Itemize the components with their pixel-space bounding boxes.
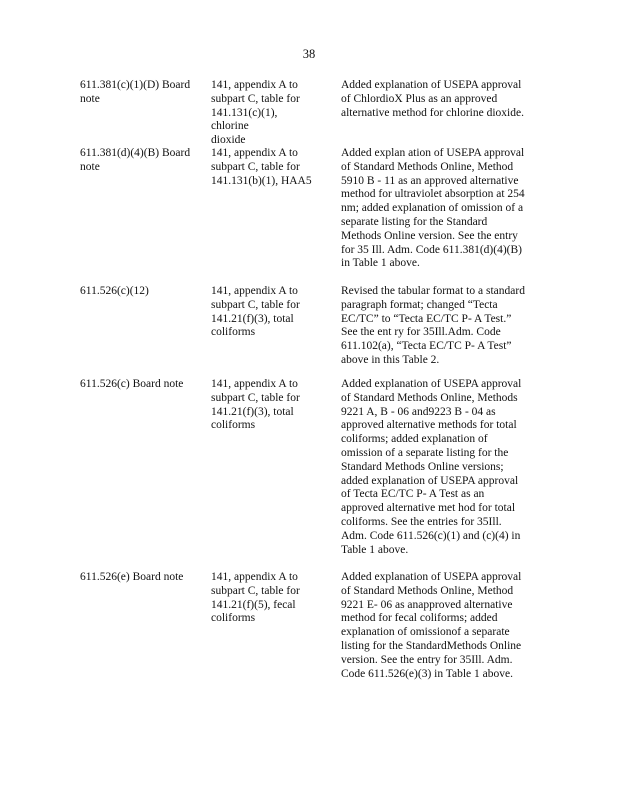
revision-explanation: Added explanation of USEPA approval of Standard Methods Online, Methods 9221 A, B - 06 and9223 B - 04 as approved alternative methods for total coliforms; added explanation of omission of a separate listing for the Standard Methods Online versions; added explanation of USEPA approval of Tecta EC/TC P- A Test as an approved alternative met hod for total coliforms. See the entries for 35Ill. Adm. Code 611.526(c)(1) and (c)(4) in Table 1 above. — [341, 378, 522, 556]
federal-source: 141, appendix A to subpart C, table for 141.131(b)(1), HAA5 — [211, 147, 312, 187]
page-number: 38 — [302, 47, 316, 61]
federal-source: 141, appendix A to subpart C, table for 141.21(f)(5), fecal coliforms — [211, 571, 300, 625]
section-citation: 611.381(d)(4)(B) Board note — [80, 147, 191, 173]
revision-explanation: Added explanation of USEPA approval of ChlordioX Plus as an approved alternative method for chlorine dioxide. — [341, 79, 524, 119]
section-citation: 611.526(c) Board note — [80, 378, 184, 390]
federal-source: 141, appendix A to subpart C, table for 141.131(c)(1), chlorine dioxide — [211, 79, 300, 147]
section-citation: 611.526(e) Board note — [80, 571, 184, 583]
revision-explanation: Revised the tabular format to a standard paragraph format; changed “Tecta EC/TC” to “Tecta EC/TC P- A Test.” See the ent ry for 35Ill.Adm. Code 611.102(a), “Tecta EC/TC P- A Test” above in this Table 2. — [341, 285, 525, 366]
federal-source: 141, appendix A to subpart C, table for 141.21(f)(3), total coliforms — [211, 378, 300, 432]
section-citation: 611.526(c)(12) — [80, 285, 149, 297]
revision-explanation: Added explanation of USEPA approval of Standard Methods Online, Method 9221 E- 06 as anapproved alternative method for fecal coliforms; added explanation of omissionof a separate listing for the StandardMethods Online version. See the entry for 35Ill. Adm. Code 611.526(e)(3) in Table 1 above. — [341, 571, 522, 680]
federal-source: 141, appendix A to subpart C, table for 141.21(f)(3), total coliforms — [211, 285, 300, 339]
section-citation: 611.381(c)(1)(D) Board note — [80, 79, 191, 105]
revision-explanation: Added explan ation of USEPA approval of Standard Methods Online, Method 5910 B - 11 as an approved alternative method for ultraviolet absorption at 254 nm; added explanation of omission of a separate listing for the Standard Methods Online version. See the entry for 35 Ill. Adm. Code 611.381(d)(4)(B) in Table 1 above. — [341, 147, 525, 270]
